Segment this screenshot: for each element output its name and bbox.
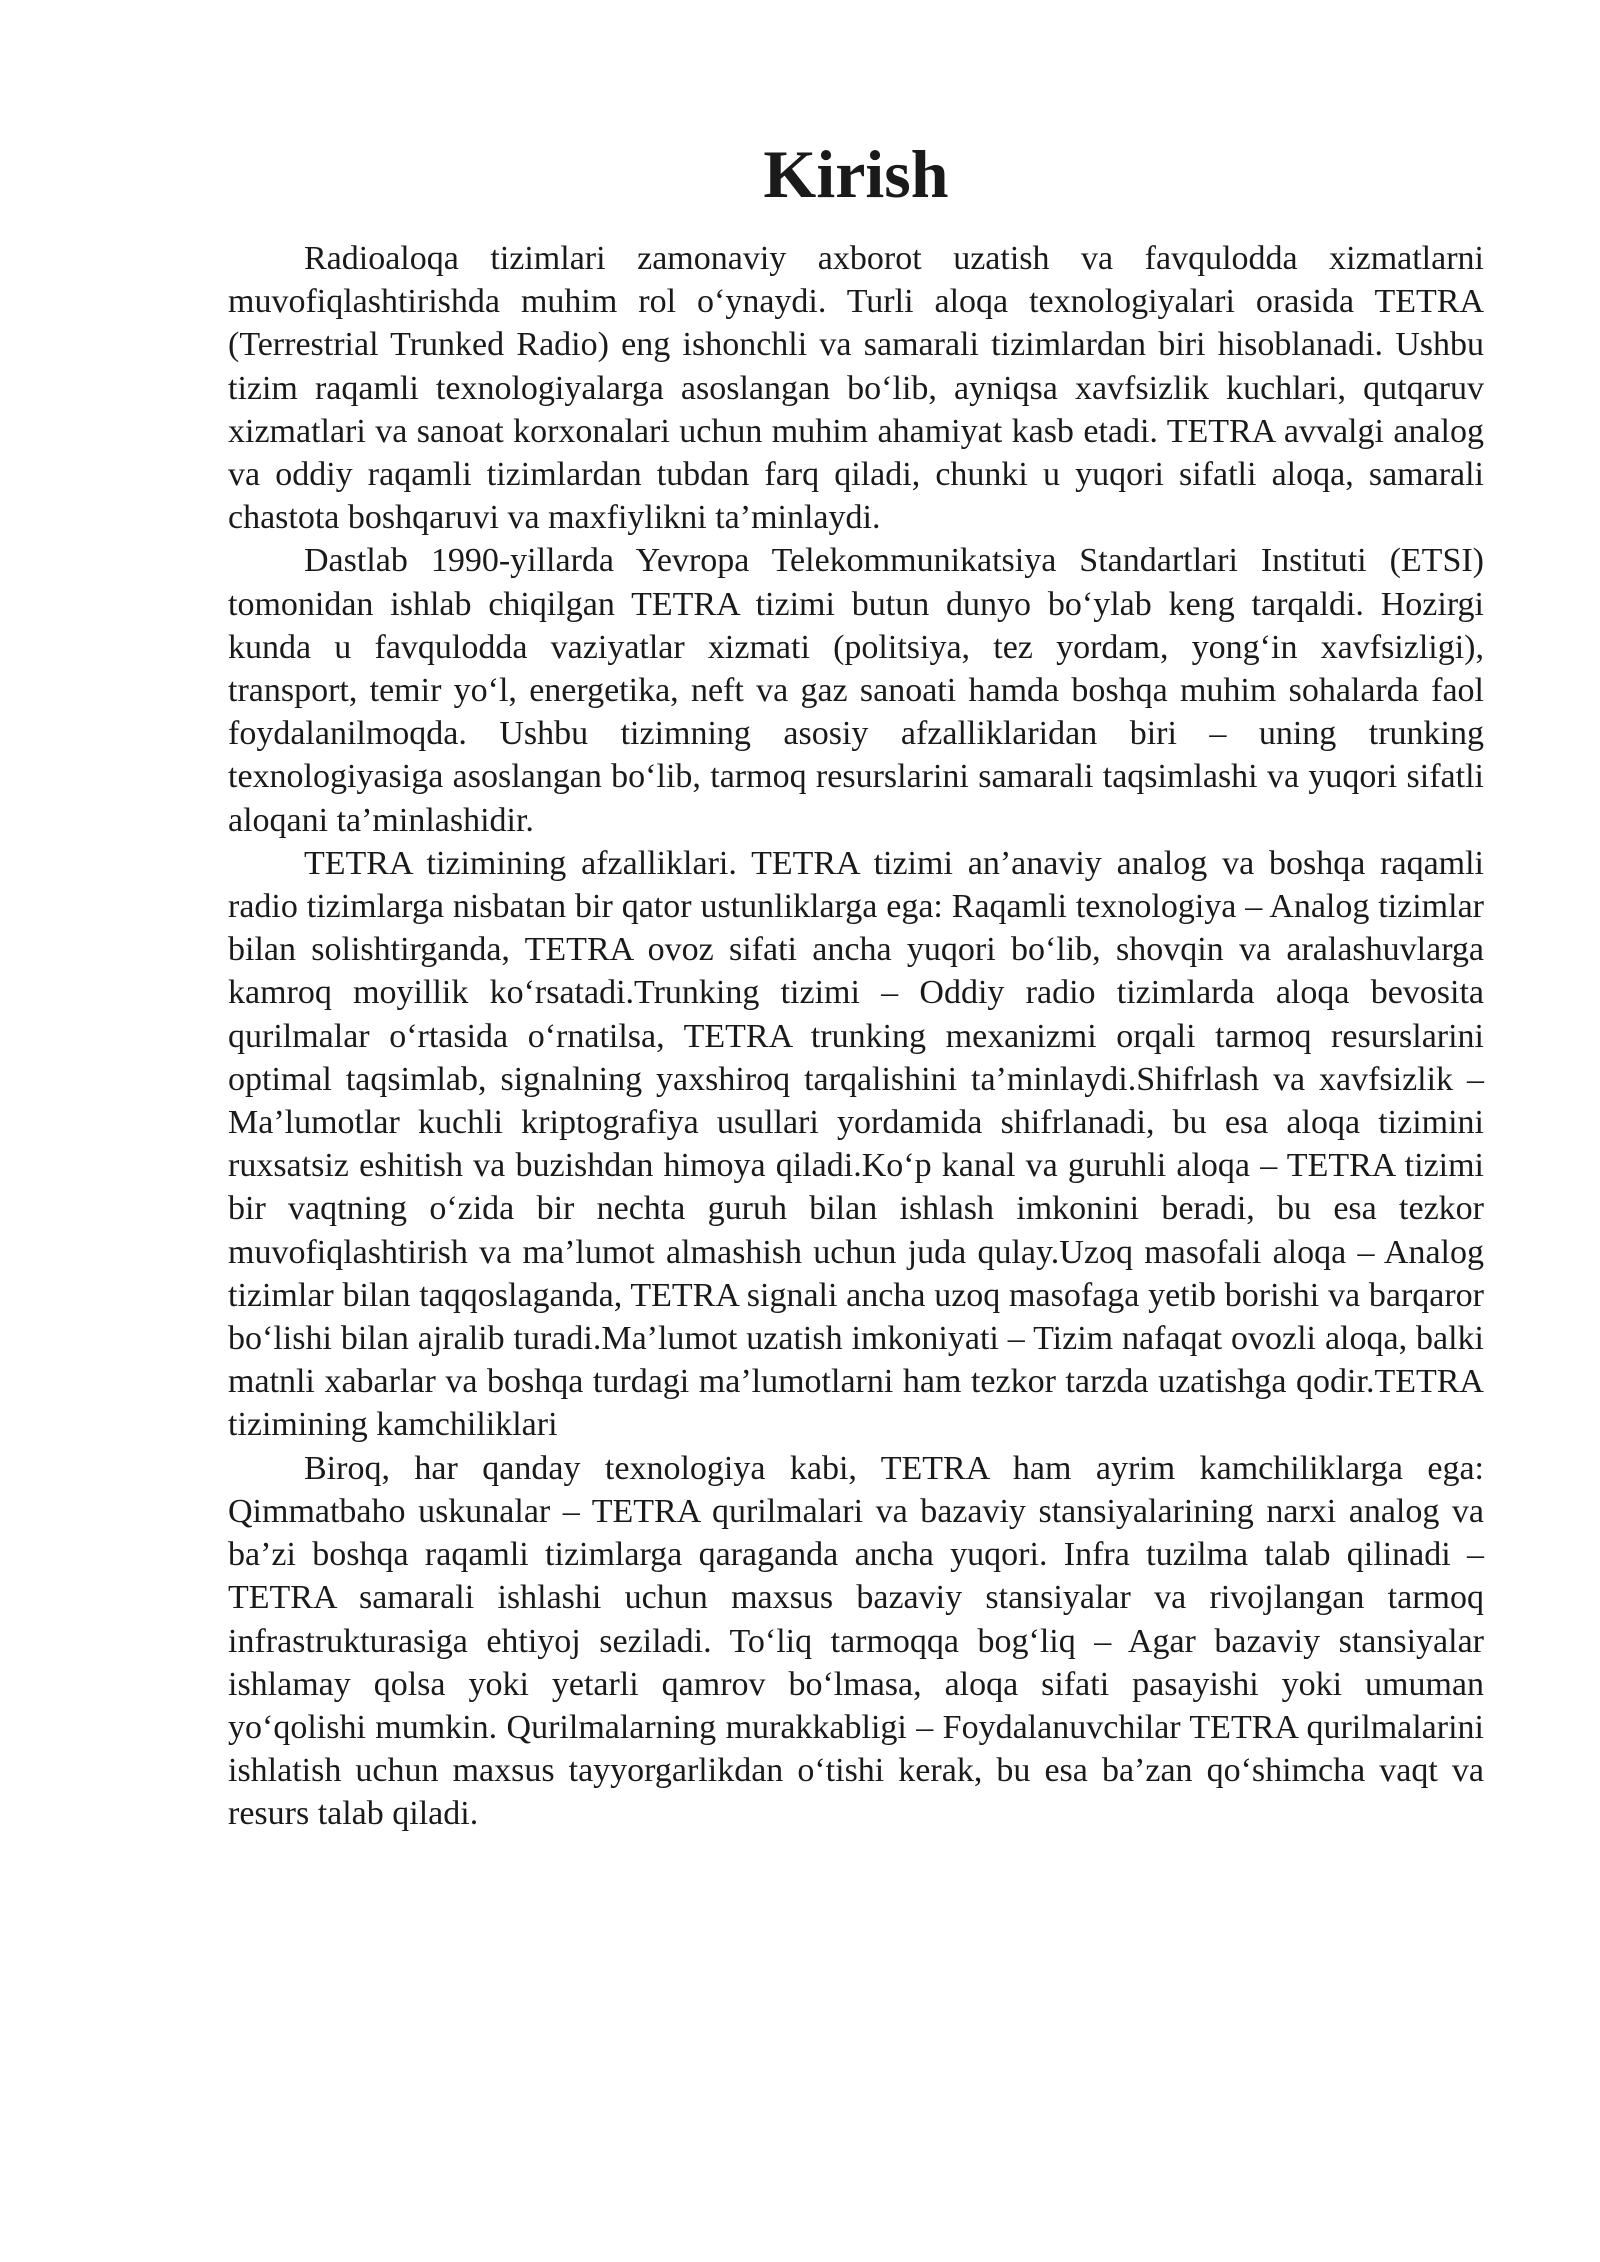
paragraph-intro: Radioaloqa tizimlari zamonaviy axborot uzatish va favqulodda xizmatlarni muvofiqlashtirishda muhim rol o‘ynaydi. Turli aloqa texnologiyalari orasida TETRA (Terrestrial Trunked Radio) eng ishonchli va samarali tizimlardan biri hisoblanadi. Ushbu tizim raqamli texnologiyalarga asoslangan bo‘lib, ayniqsa xavfsizlik kuchlari, qutqaruv xizmatlari va sanoat korxonalari uchun muhim ahamiyat kasb etadi. TETRA avvalgi analog va oddiy raqamli tizimlardan tubdan farq qiladi, chunki u yuqori sifatli aloqa, samarali chastota boshqaruvi va maxfiylikni ta’minlaydi. [228,240,1484,537]
paragraph-history: Dastlab 1990-yillarda Yevropa Telekommunikatsiya Standartlari Instituti (ETSI) tomonidan ishlab chiqilgan TETRA tizimi butun dunyo bo‘ylab keng tarqaldi. Hozirgi kunda u favqulodda vaziyatlar xizmati (politsiya, tez yordam, yong‘in xavfsizligi), transport, temir yo‘l, energetika, neft va gaz sanoati hamda boshqa muhim sohalarda faol foydalanilmoqda. Ushbu tizimning asosiy afzalliklaridan biri – uning trunking texnologiyasiga asoslangan bo‘lib, tarmoq resurslarini samarali taqsimlashi va yuqori sifatli aloqani ta’minlashidir. [228,542,1484,839]
paragraph-disadvantages: Biroq, har qanday texnologiya kabi, TETRA ham ayrim kamchiliklarga ega: Qimmatbaho uskunalar – TETRA qurilmalari va bazaviy stansiyalarining narxi analog va ba’zi boshqa raqamli tizimlarga qaraganda ancha yuqori. Infra tuzilma talab qilinadi – TETRA samarali ishlashi uchun maxsus bazaviy stansiyalar va rivojlangan tarmoq infrastrukturasiga ehtiyoj seziladi. To‘liq tarmoqqa bog‘liq – Agar bazaviy stansiyalar ishlamay qolsa yoki yetarli qamrov bo‘lmasa, aloqa sifati pasayishi yoki umuman yo‘qolishi mumkin. Qurilmalarning murakkabligi – Foydalanuvchilar TETRA qurilmalarini ishlatish uchun maxsus tayyorgarlikdan o‘tishi kerak, bu esa ba’zan qo‘shimcha vaqt va resurs talab qiladi. [228,1449,1484,1833]
page-title: Kirish [763,136,949,212]
document-page [228,136,1484,1836]
paragraph-advantages: TETRA tizimining afzalliklari. TETRA tizimi an’anaviy analog va boshqa raqamli radio tizimlarga nisbatan bir qator ustunliklarga ega: Raqamli texnologiya – Analog tizimlar bilan solishtirganda, TETRA ovoz sifati ancha yuqori bo‘lib, shovqin va aralashuvlarga kamroq moyillik ko‘rsatadi.Trunking tizimi – Oddiy radio tizimlarda aloqa bevosita qurilmalar o‘rtasida o‘rnatilsa, TETRA trunking mexanizmi orqali tarmoq resurslarini optimal taqsimlab, signalning yaxshiroq tarqalishini ta’minlaydi.Shifrlash va xavfsizlik – Ma’lumotlar kuchli kriptografiya usullari yordamida shifrlanadi, bu esa aloqa tizimini ruxsatsiz eshitish va buzishdan himoya qiladi.Ko‘p kanal va guruhli aloqa – TETRA tizimi bir vaqtning o‘zida bir nechta guruh bilan ishlash imkonini beradi, bu esa tezkor muvofiqlashtirish va ma’lumot almashish uchun juda qulay.Uzoq masofali aloqa – Analog tizimlar bilan taqqoslaganda, TETRA signali ancha uzoq masofaga yetib borishi va barqaror bo‘lishi bilan ajralib turadi.Ma’lumot uzatish imkoniyati – Tizim nafaqat ovozli aloqa, balki matnli xabarlar va boshqa turdagi ma’lumotlarni ham tezkor tarzda uzatishga qodir.TETRA tizimining kamchiliklari [228,844,1484,1444]
